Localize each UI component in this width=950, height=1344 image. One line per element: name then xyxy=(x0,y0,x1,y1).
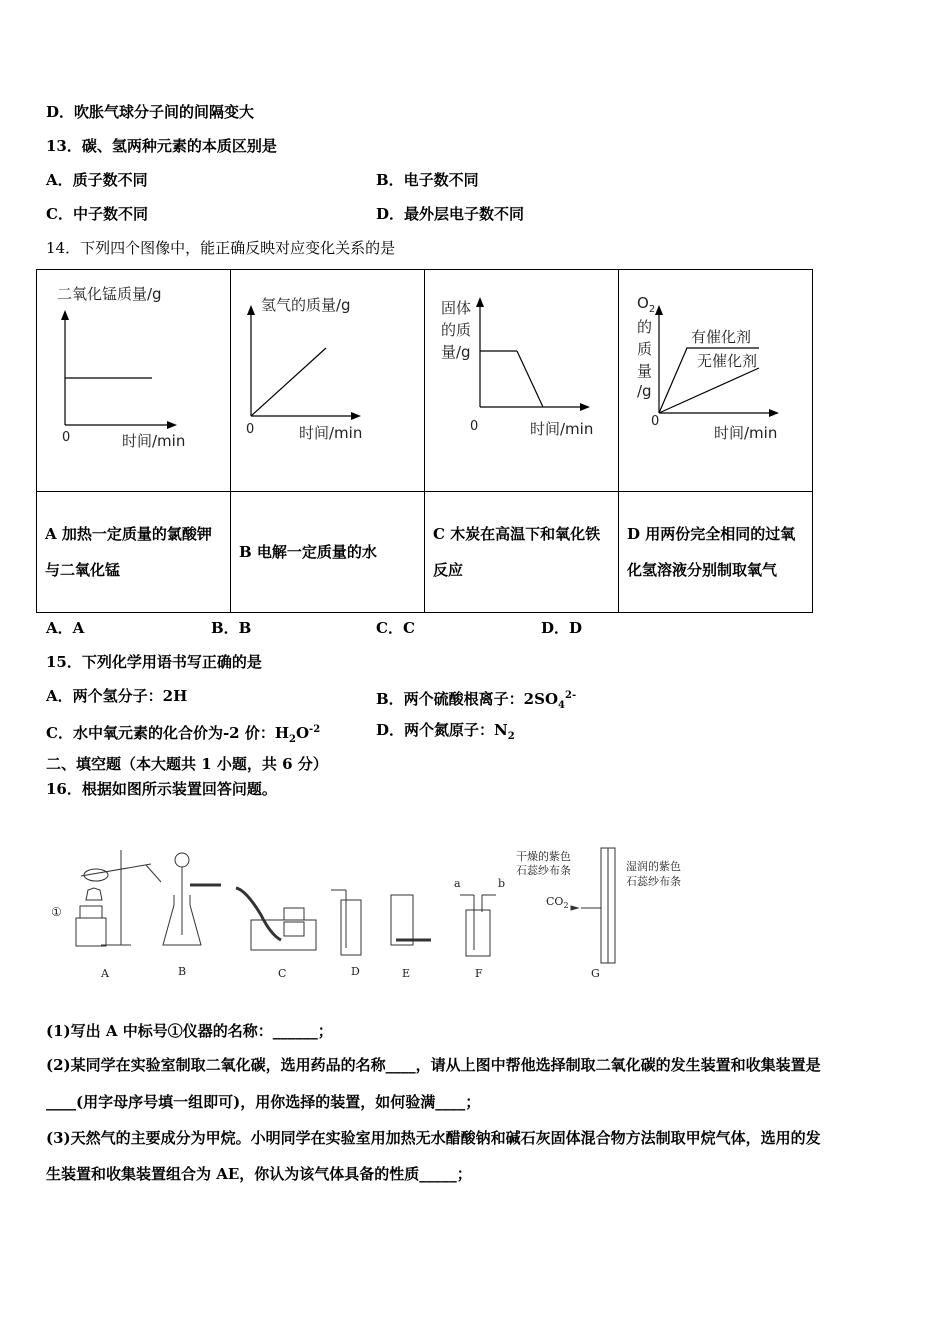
graph-b-curve xyxy=(251,348,326,416)
q16-part-3-line-1: (3)天然气的主要成分为甲烷。小明同学在实验室用加热无水醋酸钠和碱石灰固体混合物方法制取甲烷气体，选用的发 xyxy=(46,1129,821,1147)
graph-b-ylabel: 氢气的质量/g xyxy=(261,296,351,314)
label-co2-sub: 2 xyxy=(563,901,569,911)
q15-option-b xyxy=(376,686,576,716)
graph-b-x-arrow xyxy=(351,412,361,420)
graph-b-origin: 0 xyxy=(246,422,255,437)
graph-b xyxy=(231,270,424,491)
q14-option-b: B．B xyxy=(211,619,252,637)
graph-d-x-arrow xyxy=(769,409,779,417)
label-dry-litmus-2: 石蕊纱布条 xyxy=(516,864,571,877)
apparatus-label-circle-1: ① xyxy=(51,905,62,919)
apparatus-figure xyxy=(46,840,716,990)
apparatus-label-b: B xyxy=(178,965,187,978)
caption-a: A 加热一定质量的氯酸钾与二氧化锰 xyxy=(45,525,212,579)
label-wet-litmus-1: 湿润的紫色 xyxy=(626,860,681,873)
apparatus-d xyxy=(331,890,361,955)
graph-b-xlabel: 时间/min xyxy=(299,424,363,442)
label-b-port: b xyxy=(498,877,506,890)
apparatus-label-c: C xyxy=(278,967,287,980)
graph-d-ylabel-5: /g xyxy=(637,382,652,400)
q15-c-o: O xyxy=(295,724,310,742)
q13-option-c: C．中子数不同 xyxy=(46,205,148,223)
caption-b: B 电解一定质量的水 xyxy=(239,543,377,561)
section-2-heading: 二、填空题（本大题共 1 小题，共 6 分） xyxy=(46,755,328,773)
q15-b-sup: 2- xyxy=(564,690,577,701)
q16-stem: 16．根据如图所示装置回答问题。 xyxy=(46,780,277,798)
label-wet-litmus-2: 石蕊纱布条 xyxy=(626,875,681,888)
graph-c xyxy=(425,270,618,491)
graph-d-legend-catalyst: 有催化剂 xyxy=(691,328,752,346)
q15-stem: 15．下列化学用语书写正确的是 xyxy=(46,653,262,671)
label-co2-text: CO xyxy=(546,895,564,908)
q16-part-2-line-2: ____(用字母序号填一组即可)，用你选择的装置，如何验满____； xyxy=(46,1093,481,1111)
graph-c-ylabel-2: 的质 xyxy=(441,321,472,339)
graph-d-ylabel-4: 量 xyxy=(637,362,653,380)
q15-b-text: B．两个硫酸根离子：2SO xyxy=(376,690,559,708)
graph-d-ylabel-2: 的 xyxy=(637,318,653,336)
graph-d-ylabel-sub: 2 xyxy=(648,304,656,315)
graph-c-ylabel-1: 固体 xyxy=(441,299,472,317)
q15-c-text: C．水中氧元素的化合价为-2 价：H xyxy=(46,724,289,742)
graph-b-y-arrow xyxy=(247,305,255,315)
q15-option-a: A．两个氢分子：2H xyxy=(46,687,188,705)
graph-c-x-arrow xyxy=(580,403,590,411)
caption-c: C 木炭在高温下和氧化铁反应 xyxy=(433,525,601,579)
q15-c-sub: 2 xyxy=(289,734,296,745)
graph-a-x-arrow xyxy=(167,421,177,429)
q13-option-a: A．质子数不同 xyxy=(46,171,148,189)
label-co2 xyxy=(546,895,569,910)
apparatus-svg xyxy=(46,840,716,990)
q15-d-text: D．两个氮原子：N xyxy=(376,721,508,739)
graph-d xyxy=(619,270,812,491)
graph-d-ylabel-o2 xyxy=(637,294,655,315)
q15-option-c xyxy=(46,720,320,750)
q15-d-sub: 2 xyxy=(507,731,515,742)
graph-d-xlabel: 时间/min xyxy=(714,424,778,442)
graph-a-origin: 0 xyxy=(62,430,71,445)
apparatus-label-a: A xyxy=(101,967,109,980)
apparatus-f xyxy=(460,895,496,956)
graph-c-xlabel: 时间/min xyxy=(530,420,594,438)
apparatus-label-d: D xyxy=(351,965,360,978)
q14-option-d: D．D xyxy=(541,619,583,637)
q14-option-c: C．C xyxy=(376,619,415,637)
apparatus-b xyxy=(163,853,221,945)
apparatus-a xyxy=(76,850,161,946)
q16-part-3-line-2: 生装置和收集装置组合为 AE，你认为该气体具备的性质_____； xyxy=(46,1165,472,1183)
apparatus-label-f: F xyxy=(475,967,483,980)
q12-option-d: D．吹胀气球分子间的间隔变大 xyxy=(46,103,255,121)
graph-a xyxy=(37,270,230,491)
q13-stem: 13．碳、氢两种元素的本质区别是 xyxy=(46,137,277,155)
q15-option-d xyxy=(376,720,515,747)
graph-d-legend-nocatalyst: 无催化剂 xyxy=(697,352,758,370)
graph-c-y-arrow xyxy=(476,297,484,307)
q16-part-2-line-1: (2)某同学在实验室制取二氧化碳，选用药品的名称____，请从上图中帮他选择制取二氧化碳的发生装置和收集装置是 xyxy=(46,1056,821,1074)
graph-a-xlabel: 时间/min xyxy=(122,432,186,450)
apparatus-g xyxy=(571,848,615,963)
graph-c-origin: 0 xyxy=(470,419,479,434)
q15-b-sub: 4 xyxy=(558,700,565,711)
q14-option-a: A．A xyxy=(46,619,85,637)
caption-d: D 用两份完全相同的过氧化氢溶液分别制取氧气 xyxy=(627,525,796,579)
q14-graph-table xyxy=(36,269,813,613)
graph-a-ylabel: 二氧化锰质量/g xyxy=(57,285,162,303)
apparatus-c xyxy=(236,888,316,950)
label-a-port: a xyxy=(454,877,461,890)
graph-d-ylabel-3: 质 xyxy=(637,340,653,358)
apparatus-e xyxy=(391,895,431,945)
graph-c-curve-drop xyxy=(517,351,543,407)
apparatus-label-g: G xyxy=(591,967,600,980)
graph-d-origin: 0 xyxy=(651,414,660,429)
label-dry-litmus-1: 干燥的紫色 xyxy=(516,850,571,863)
graph-d-y-arrow xyxy=(655,305,663,315)
q16-part-1: (1)写出 A 中标号①仪器的名称：______； xyxy=(46,1022,333,1040)
q15-c-sup: -2 xyxy=(309,724,321,735)
graph-d-curve-nocatalyst xyxy=(659,368,759,413)
apparatus-label-e: E xyxy=(402,967,411,980)
q14-stem: 14．下列四个图像中，能正确反映对应变化关系的是 xyxy=(46,239,396,257)
q13-option-b: B．电子数不同 xyxy=(376,171,479,189)
graph-c-ylabel-3: 量/g xyxy=(441,343,471,361)
graph-d-ylabel-o: O xyxy=(637,294,649,312)
q13-option-d: D．最外层电子数不同 xyxy=(376,205,525,223)
graph-a-y-arrow xyxy=(61,310,69,320)
